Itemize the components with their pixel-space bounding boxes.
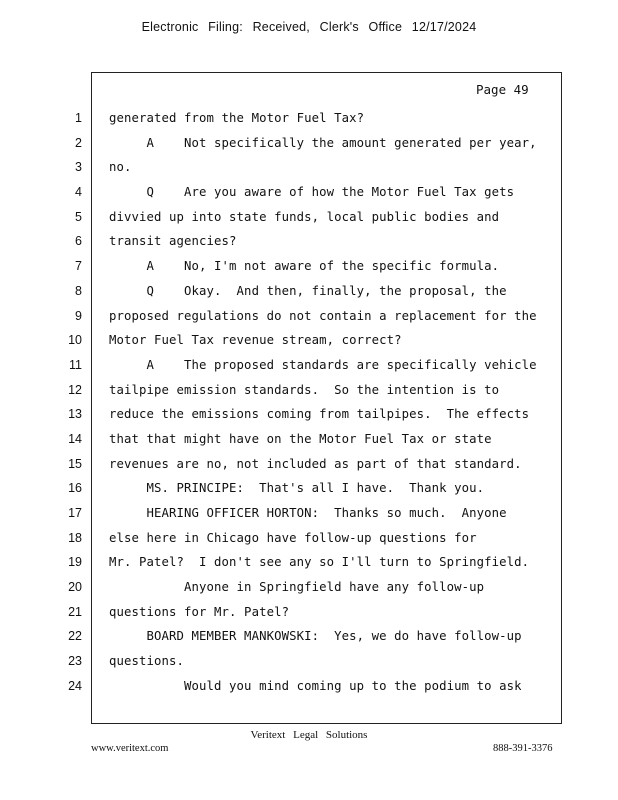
- line-number: 19: [68, 555, 82, 570]
- line-text: proposed regulations do not contain a replacement for the: [109, 308, 537, 323]
- line-number: 20: [68, 580, 82, 595]
- line-number: 1: [75, 111, 82, 125]
- transcript-line: [0, 257, 618, 282]
- transcript-line: [0, 134, 618, 159]
- footer-phone: 888-391-3376: [493, 743, 553, 754]
- line-text: that that might have on the Motor Fuel Tax or state: [109, 431, 492, 446]
- line-number: 6: [75, 234, 82, 249]
- line-text: BOARD MEMBER MANKOWSKI: Yes, we do have follow-up: [109, 629, 522, 644]
- line-text: MS. PRINCIPE: That's all I have. Thank you.: [109, 481, 485, 496]
- transcript-line: [0, 627, 618, 652]
- line-text: revenues are no, not included as part of that standard.: [109, 456, 522, 471]
- line-text: A Not specifically the amount generated per year,: [109, 135, 537, 150]
- transcript-line: [0, 677, 618, 702]
- transcript-line: [0, 232, 618, 257]
- line-text: Q Okay. And then, finally, the proposal, the: [109, 283, 507, 298]
- line-text: A The proposed standards are specifically vehicle: [109, 357, 537, 372]
- line-text: no.: [109, 160, 132, 175]
- line-number: 8: [75, 283, 82, 298]
- footer-company: Veritext Legal Solutions: [250, 729, 368, 741]
- transcript-line: [0, 331, 618, 356]
- line-text: Anyone in Springfield have any follow-up: [109, 580, 485, 595]
- line-text: HEARING OFFICER HORTON: Thanks so much. Anyone: [109, 506, 507, 520]
- transcript-line: [0, 578, 618, 603]
- transcript-line: [0, 455, 618, 480]
- line-text: transit agencies?: [109, 234, 237, 249]
- line-number: 21: [68, 604, 82, 619]
- line-number: 9: [75, 308, 82, 323]
- page-number: Page 49: [476, 82, 529, 97]
- line-text: Mr. Patel? I don't see any so I'll turn to Springfield.: [109, 555, 530, 570]
- footer-website: www.veritext.com: [91, 743, 169, 754]
- line-number: 2: [75, 135, 82, 150]
- line-text: generated from the Motor Fuel Tax?: [109, 111, 365, 125]
- transcript-line: [0, 183, 618, 208]
- transcript-line: [0, 307, 618, 332]
- line-number: 5: [75, 209, 82, 224]
- line-number: 14: [68, 431, 82, 446]
- line-number: 23: [68, 654, 82, 669]
- line-text: tailpipe emission standards. So the intention is to: [109, 382, 500, 397]
- line-number: 15: [68, 456, 82, 471]
- transcript-line: [0, 430, 618, 455]
- transcript-line: [0, 603, 618, 628]
- line-number: 16: [68, 481, 82, 496]
- line-text: Q Are you aware of how the Motor Fuel Tax gets: [109, 185, 515, 200]
- transcript-line: [0, 405, 618, 430]
- line-number: 24: [68, 678, 82, 693]
- transcript-line: [0, 282, 618, 307]
- line-text: Would you mind coming up to the podium to ask: [109, 678, 522, 693]
- line-number: 3: [75, 160, 82, 175]
- transcript-line: [0, 208, 618, 233]
- filing-stamp-header: Electronic Filing: Received, Clerk's Office 12/17/2024: [141, 20, 477, 34]
- transcript-line: [0, 356, 618, 381]
- transcript-lines: [0, 109, 618, 702]
- line-text: else here in Chicago have follow-up questions for: [109, 530, 477, 545]
- transcript-line: [0, 479, 618, 504]
- line-number: 11: [69, 357, 82, 372]
- transcript-line: [0, 158, 618, 183]
- transcript-line: [0, 504, 618, 529]
- line-number: 13: [68, 407, 82, 422]
- line-text: Motor Fuel Tax revenue stream, correct?: [109, 333, 402, 348]
- line-number: 17: [68, 506, 82, 520]
- line-number: 22: [68, 629, 82, 644]
- transcript-line: [0, 652, 618, 677]
- line-number: 10: [68, 333, 82, 348]
- line-number: 18: [68, 530, 82, 545]
- transcript-line: [0, 553, 618, 578]
- line-text: questions for Mr. Patel?: [109, 604, 290, 619]
- transcript-line: [0, 381, 618, 406]
- line-number: 4: [75, 185, 82, 200]
- line-number: 7: [75, 259, 82, 274]
- line-number: 12: [68, 382, 82, 397]
- line-text: reduce the emissions coming from tailpipes. The effects: [109, 407, 530, 422]
- line-text: questions.: [109, 654, 185, 669]
- line-text: divvied up into state funds, local public bodies and: [109, 209, 500, 224]
- line-text: A No, I'm not aware of the specific formula.: [109, 259, 500, 274]
- transcript-line: [0, 529, 618, 554]
- transcript-line: [0, 109, 618, 134]
